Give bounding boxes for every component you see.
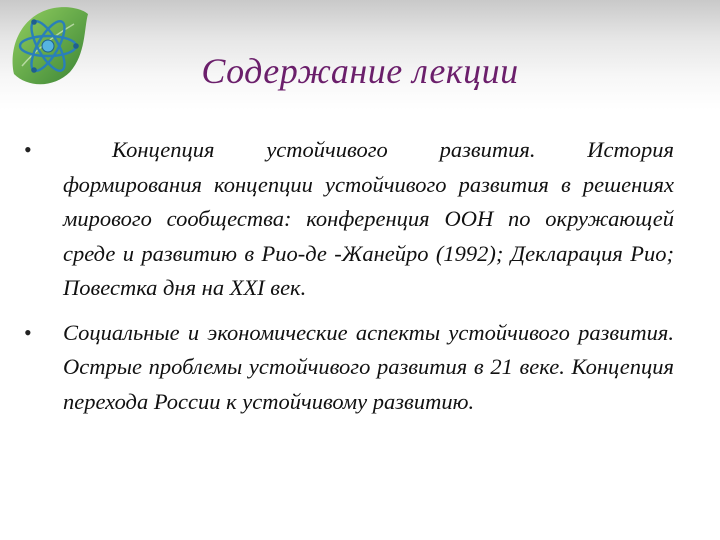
slide-title: Содержание лекции [201,51,519,91]
bullet-marker: • [24,319,32,345]
bullet-list [24,133,674,419]
bullet-text-1: Концепция устойчивого развития. История формирования концепции устойчивого развития в решениях мирового сообщества: конференция ООН по окружающей среде и развитию в Рио-де -Жанейро (1992); Декларация Рио; Повестка дня на XXI век. [63,137,674,300]
bullet-marker: • [24,137,32,162]
bullet-item-2 [24,316,674,420]
bullet-text-2: Социальные и экономические аспекты устойчивого развития. Острые проблемы устойчивого развития в 21 веке. Концепция перехода России к устойчивому развитию. [63,319,674,414]
bullet-item-1 [24,133,674,306]
